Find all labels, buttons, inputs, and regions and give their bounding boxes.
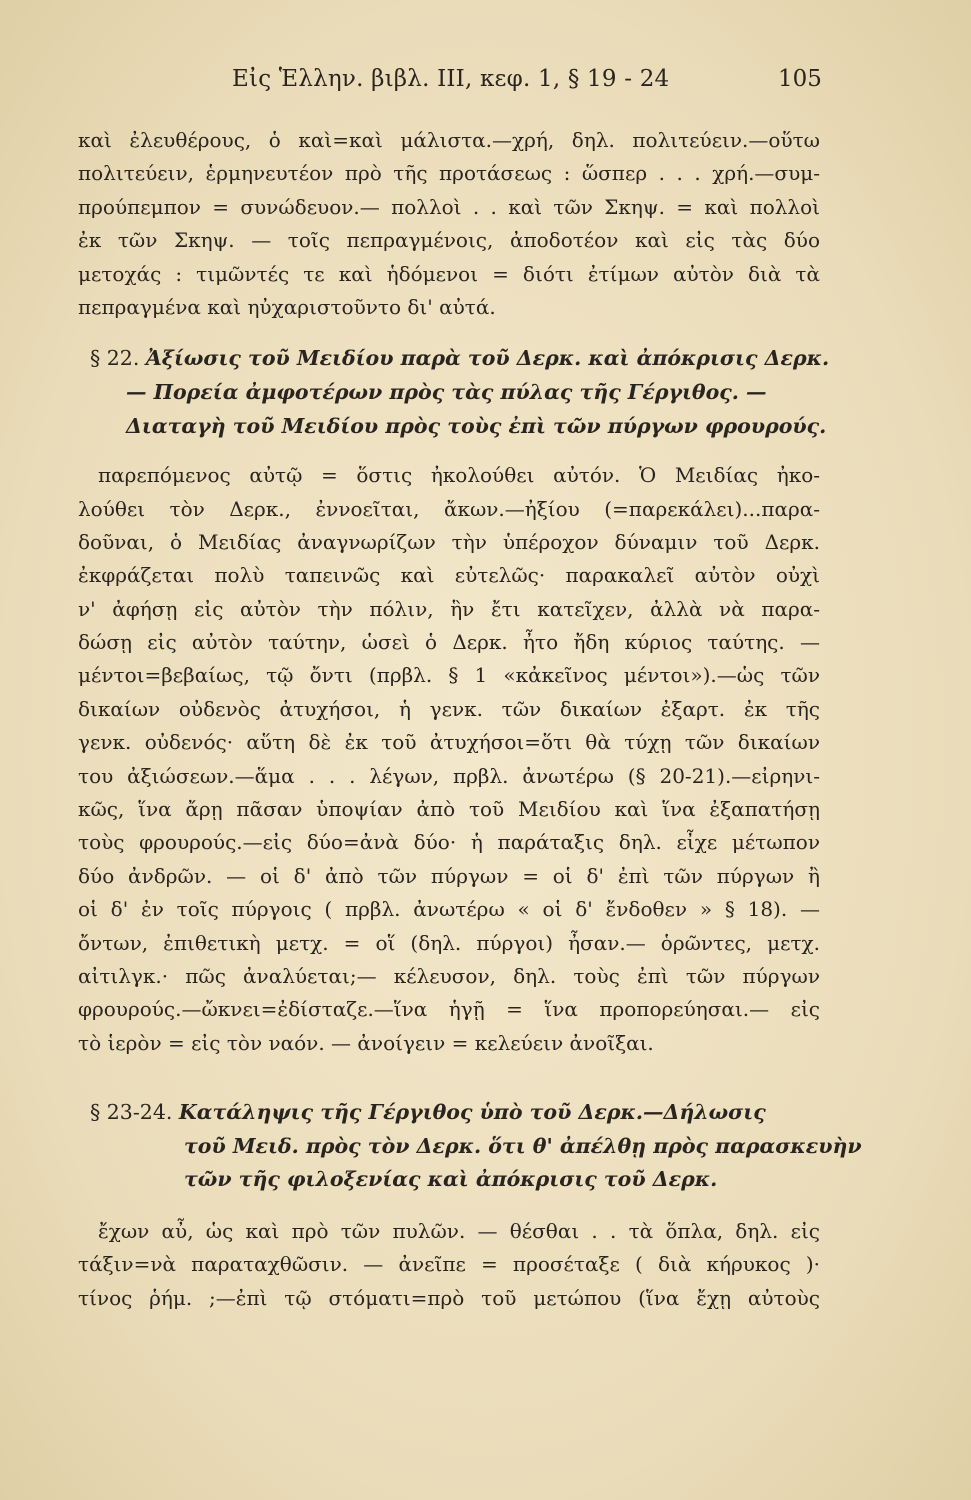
running-title: Εἰς Ἑλλην. βιβλ. III, κεφ. 1, § 19 - 24 (232, 66, 670, 92)
text-line: δώσῃ εἰς αὐτὸν ταύτην, ὡσεὶ ὁ Δερκ. ἦτο ἤδη κύριος ταύτης. — (78, 630, 820, 655)
text-line: τίνος ῥήμ. ;—ἐπὶ τῷ στόματι=πρὸ τοῦ μετώπου (ἵνα ἔχῃ αὐτοὺς (78, 1285, 820, 1310)
text-line: του ἀξιώσεων.—ἅμα . . . λέγων, πρβλ. ἀνωτέρω (§ 20-21).—εἰρηνι- (78, 763, 820, 788)
section-heading-23-24 (90, 1096, 862, 1197)
section-number: § 22. (90, 346, 140, 371)
text-line: μέντοι=βεβαίως, τῷ ὄντι (πρβλ. § 1 «κἀκεῖνος μέντοι»).—ὡς τῶν (78, 663, 820, 688)
text-line: γενκ. οὐδενός· αὕτη δὲ ἐκ τοῦ ἀτυχήσοι=ὅτι θὰ τύχῃ τῶν δικαίων (78, 730, 820, 755)
text-line: ἔχων αὖ, ὡς καὶ πρὸ τῶν πυλῶν. — θέσθαι . . τὰ ὅπλα, δηλ. εἰς (98, 1218, 820, 1243)
text-line: ὄντων, ἐπιθετικὴ μετχ. = οἵ (δηλ. πύργοι) ἦσαν.— ὁρῶντες, μετχ. (78, 930, 820, 955)
text-line: προύπεμπον = συνώδευον.— πολλοὶ . . καὶ τῶν Σκηψ. = καὶ πολλοὶ (78, 194, 820, 219)
text-line: πεπραγμένα καὶ ηὐχαριστοῦντο δι' αὐτά. (78, 294, 496, 319)
text-line: τὸ ἱερὸν = εἰς τὸν ναόν. — ἀνοίγειν = κελεύειν ἀνοῖξαι. (78, 1030, 654, 1055)
text-line: λούθει τὸν Δερκ., ἐννοεῖται, ἄκων.—ἠξίου (=παρεκάλει)...παρα- (78, 496, 820, 521)
text-line: παρεπόμενος αὐτῷ = ὅστις ἠκολούθει αὐτόν. Ὁ Μειδίας ἠκο- (98, 463, 820, 488)
paragraph-commentary-23 (78, 1215, 820, 1315)
text-line: μετοχάς : τιμῶντές τε καὶ ἡδόμενοι = διότι ἐτίμων αὐτὸν διὰ τὰ (78, 261, 820, 286)
paragraph-commentary-22 (78, 459, 820, 1060)
text-line: καὶ ἐλευθέρους, ὁ καὶ=καὶ μάλιστα.—χρή, δηλ. πολιτεύειν.—οὕτω (78, 128, 820, 152)
text-line: ἐκ τῶν Σκηψ. — τοῖς πεπραγμένοις, ἀποδοτέον καὶ εἰς τὰς δύο (78, 228, 820, 253)
section-title-line: τοῦ Μειδ. πρὸς τὸν Δερκ. ὅτι θ' ἀπέλθῃ πρὸς παρασκευὴν (184, 1133, 862, 1158)
section-number: § 23-24. (90, 1100, 173, 1125)
text-line: κῶς, ἵνα ἄρῃ πᾶσαν ὑποψίαν ἀπὸ τοῦ Μειδίου καὶ ἵνα ἐξαπατήσῃ (78, 797, 820, 822)
text-line: φρουρούς.—ὤκνει=ἐδίσταζε.—ἵνα ἡγῇ = ἵνα προπορεύησαι.— εἰς (78, 997, 820, 1022)
section-title-line: Κατάληψις τῆς Γέργιθος ὑπὸ τοῦ Δερκ.—Δήλωσις (178, 1100, 766, 1125)
text-line: οἱ δ' ἐν τοῖς πύργοις ( πρβλ. ἀνωτέρω « οἱ δ' ἔνδοθεν » § 18). — (78, 897, 820, 922)
text-line: ν' ἀφήσῃ εἰς αὐτὸν τὴν πόλιν, ἣν ἔτι κατεῖχεν, ἀλλὰ νὰ παρα- (78, 596, 820, 621)
text-line: πολιτεύειν, ἑρμηνευτέον πρὸ τῆς προτάσεως : ὥσπερ . . . χρή.—συμ- (78, 161, 820, 186)
text-line: τοὺς φρουρούς.—εἰς δύο=ἀνὰ δύο· ἡ παράταξις δηλ. εἶχε μέτωπον (78, 830, 820, 855)
page-number: 105 (778, 66, 822, 92)
text-line: αἰτιλγκ.· πῶς ἀναλύεται;— κέλευσον, δηλ. τοὺς ἐπὶ τῶν πύργων (78, 963, 820, 988)
section-title-line: Διαταγὴ τοῦ Μειδίου πρὸς τοὺς ἐπὶ τῶν πύργων φρουρούς. (126, 413, 827, 438)
text-line: δοῦναι, ὁ Μειδίας ἀναγνωρίζων τὴν ὑπέροχον δύναμιν τοῦ Δερκ. (78, 529, 820, 554)
section-title-line: Ἀξίωσις τοῦ Μειδίου παρὰ τοῦ Δερκ. καὶ ἀπόκρισις Δερκ. (145, 346, 830, 371)
text-line: τάξιν=νὰ παραταχθῶσιν. — ἀνεῖπε = προσέταξε ( διὰ κήρυκος )· (78, 1252, 820, 1277)
page-header (0, 66, 971, 106)
paragraph-commentary-21 (78, 124, 820, 324)
section-title-line: τῶν τῆς φιλοξενίας καὶ ἀπόκρισις τοῦ Δερκ. (184, 1167, 718, 1192)
section-title-line: — Πορεία ἀμφοτέρων πρὸς τὰς πύλας τῆς Γέργιθος. — (126, 379, 767, 404)
text-line: δικαίων οὐδενὸς ἀτυχήσοι, ἡ γενκ. τῶν δικαίων ἐξαρτ. ἐκ τῆς (78, 696, 820, 721)
text-line: δύο ἀνδρῶν. — οἱ δ' ἀπὸ τῶν πύργων = οἱ δ' ἐπὶ τῶν πύργων ἢ (78, 863, 820, 888)
text-line: ἐκφράζεται πολὺ ταπεινῶς καὶ εὐτελῶς· παρακαλεῖ αὐτὸν οὐχὶ (78, 563, 820, 588)
section-heading-22 (90, 342, 830, 443)
page-body (78, 124, 862, 1315)
